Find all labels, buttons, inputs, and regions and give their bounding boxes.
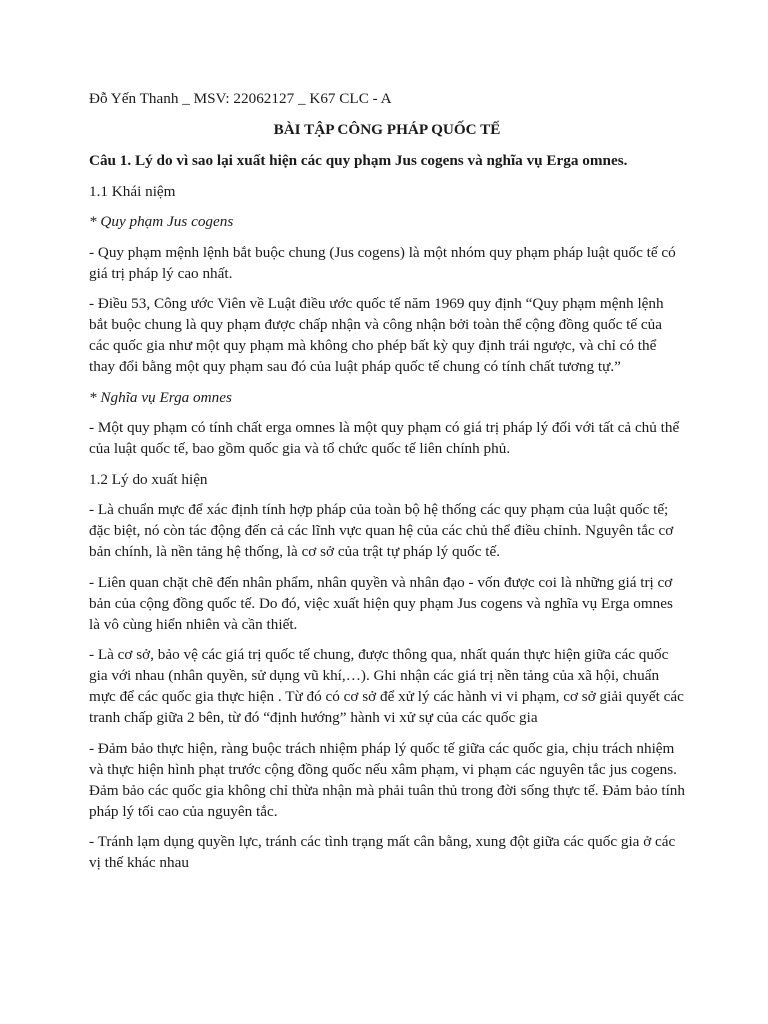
paragraph: - Một quy phạm có tính chất erga omnes là một quy phạm có giá trị pháp lý đối với tất cả chủ thể của luật quốc tế, bao gồm quốc gia và tổ chức quốc tế liên chính phủ. [89, 419, 680, 457]
section-heading-concepts: 1.1 Khái niệm [89, 182, 176, 200]
paragraph: - Đảm bảo thực hiện, ràng buộc trách nhiệm pháp lý quốc tế giữa các quốc gia, chịu trách nhiệm và thực hiện hình phạt trước cộng đồng quốc nếu xâm phạm, vi phạm các nguyên tắc jus cogens. Đảm bảo các quốc gia không chỉ thừa nhận mà phải tuân thủ trong đời sống thực tế. Đảm bảo tính pháp lý tối cao của nguyên tắc. [89, 739, 685, 820]
document-title: BÀI TẬP CÔNG PHÁP QUỐC TẾ [273, 121, 501, 138]
document-page [89, 88, 685, 883]
question-heading: Câu 1. Lý do vì sao lại xuất hiện các quy phạm Jus cogens và nghĩa vụ Erga omnes. [89, 152, 628, 169]
subheading-jus-cogens: * Quy phạm Jus cogens [89, 213, 234, 230]
author-line: Đỗ Yến Thanh _ MSV: 22062127 _ K67 CLC - A [89, 90, 392, 107]
paragraph: - Điều 53, Công ước Viên về Luật điều ước quốc tế năm 1969 quy định “Quy phạm mệnh lệnh bắt buộc chung là quy phạm được chấp nhận và công nhận bởi toàn thể cộng đồng quốc tế của các quốc gia như một quy phạm mà không cho phép bất kỳ quy định trái ngược, và chỉ có thể thay đổi bằng một quy phạm sau đó của luật pháp quốc tế chung có tính chất tương tự.” [89, 295, 664, 375]
section-heading-reasons: 1.2 Lý do xuất hiện [89, 470, 208, 488]
paragraph: - Quy phạm mệnh lệnh bắt buộc chung (Jus cogens) là một nhóm quy phạm pháp luật quốc tế có giá trị pháp lý cao nhất. [89, 243, 676, 282]
subheading-erga-omnes: * Nghĩa vụ Erga omnes [89, 388, 232, 406]
paragraph: - Tránh lạm dụng quyền lực, tránh các tình trạng mất cân bằng, xung đột giữa các quốc gia ở các vị thế khác nhau [89, 833, 676, 871]
paragraph: - Là cơ sở, bảo vệ các giá trị quốc tế chung, được thông qua, nhất quán thực hiện giữa các quốc gia với nhau (nhân quyền, sử dụng vũ khí,…). Ghi nhận các giá trị nền tảng của xã hội, chuẩn mực để các quốc gia thực hiện . Từ đó có cơ sở để xử lý các hành vi vi phạm, cơ sở giải quyết các tranh chấp giữa 2 bên, từ đó “định hướng” hành vi xử sự của các quốc gia [89, 646, 684, 726]
paragraph: - Là chuẩn mực để xác định tính hợp pháp của toàn bộ hệ thống các quy phạm của luật quốc tế; đặc biệt, nó còn tác động đến cả các lĩnh vực quan hệ của các chủ thể điều chỉnh. Nguyên tắc cơ bản chính, là nền tảng hệ thống, là cơ sở của trật tự pháp lý quốc tế. [89, 501, 674, 560]
paragraph: - Liên quan chặt chẽ đến nhân phẩm, nhân quyền và nhân đạo - vốn được coi là những giá trị cơ bản của cộng đồng quốc tế. Do đó, việc xuất hiện quy phạm Jus cogens và nghĩa vụ Erga omnes là vô cùng hiển nhiên và cần thiết. [89, 573, 673, 633]
